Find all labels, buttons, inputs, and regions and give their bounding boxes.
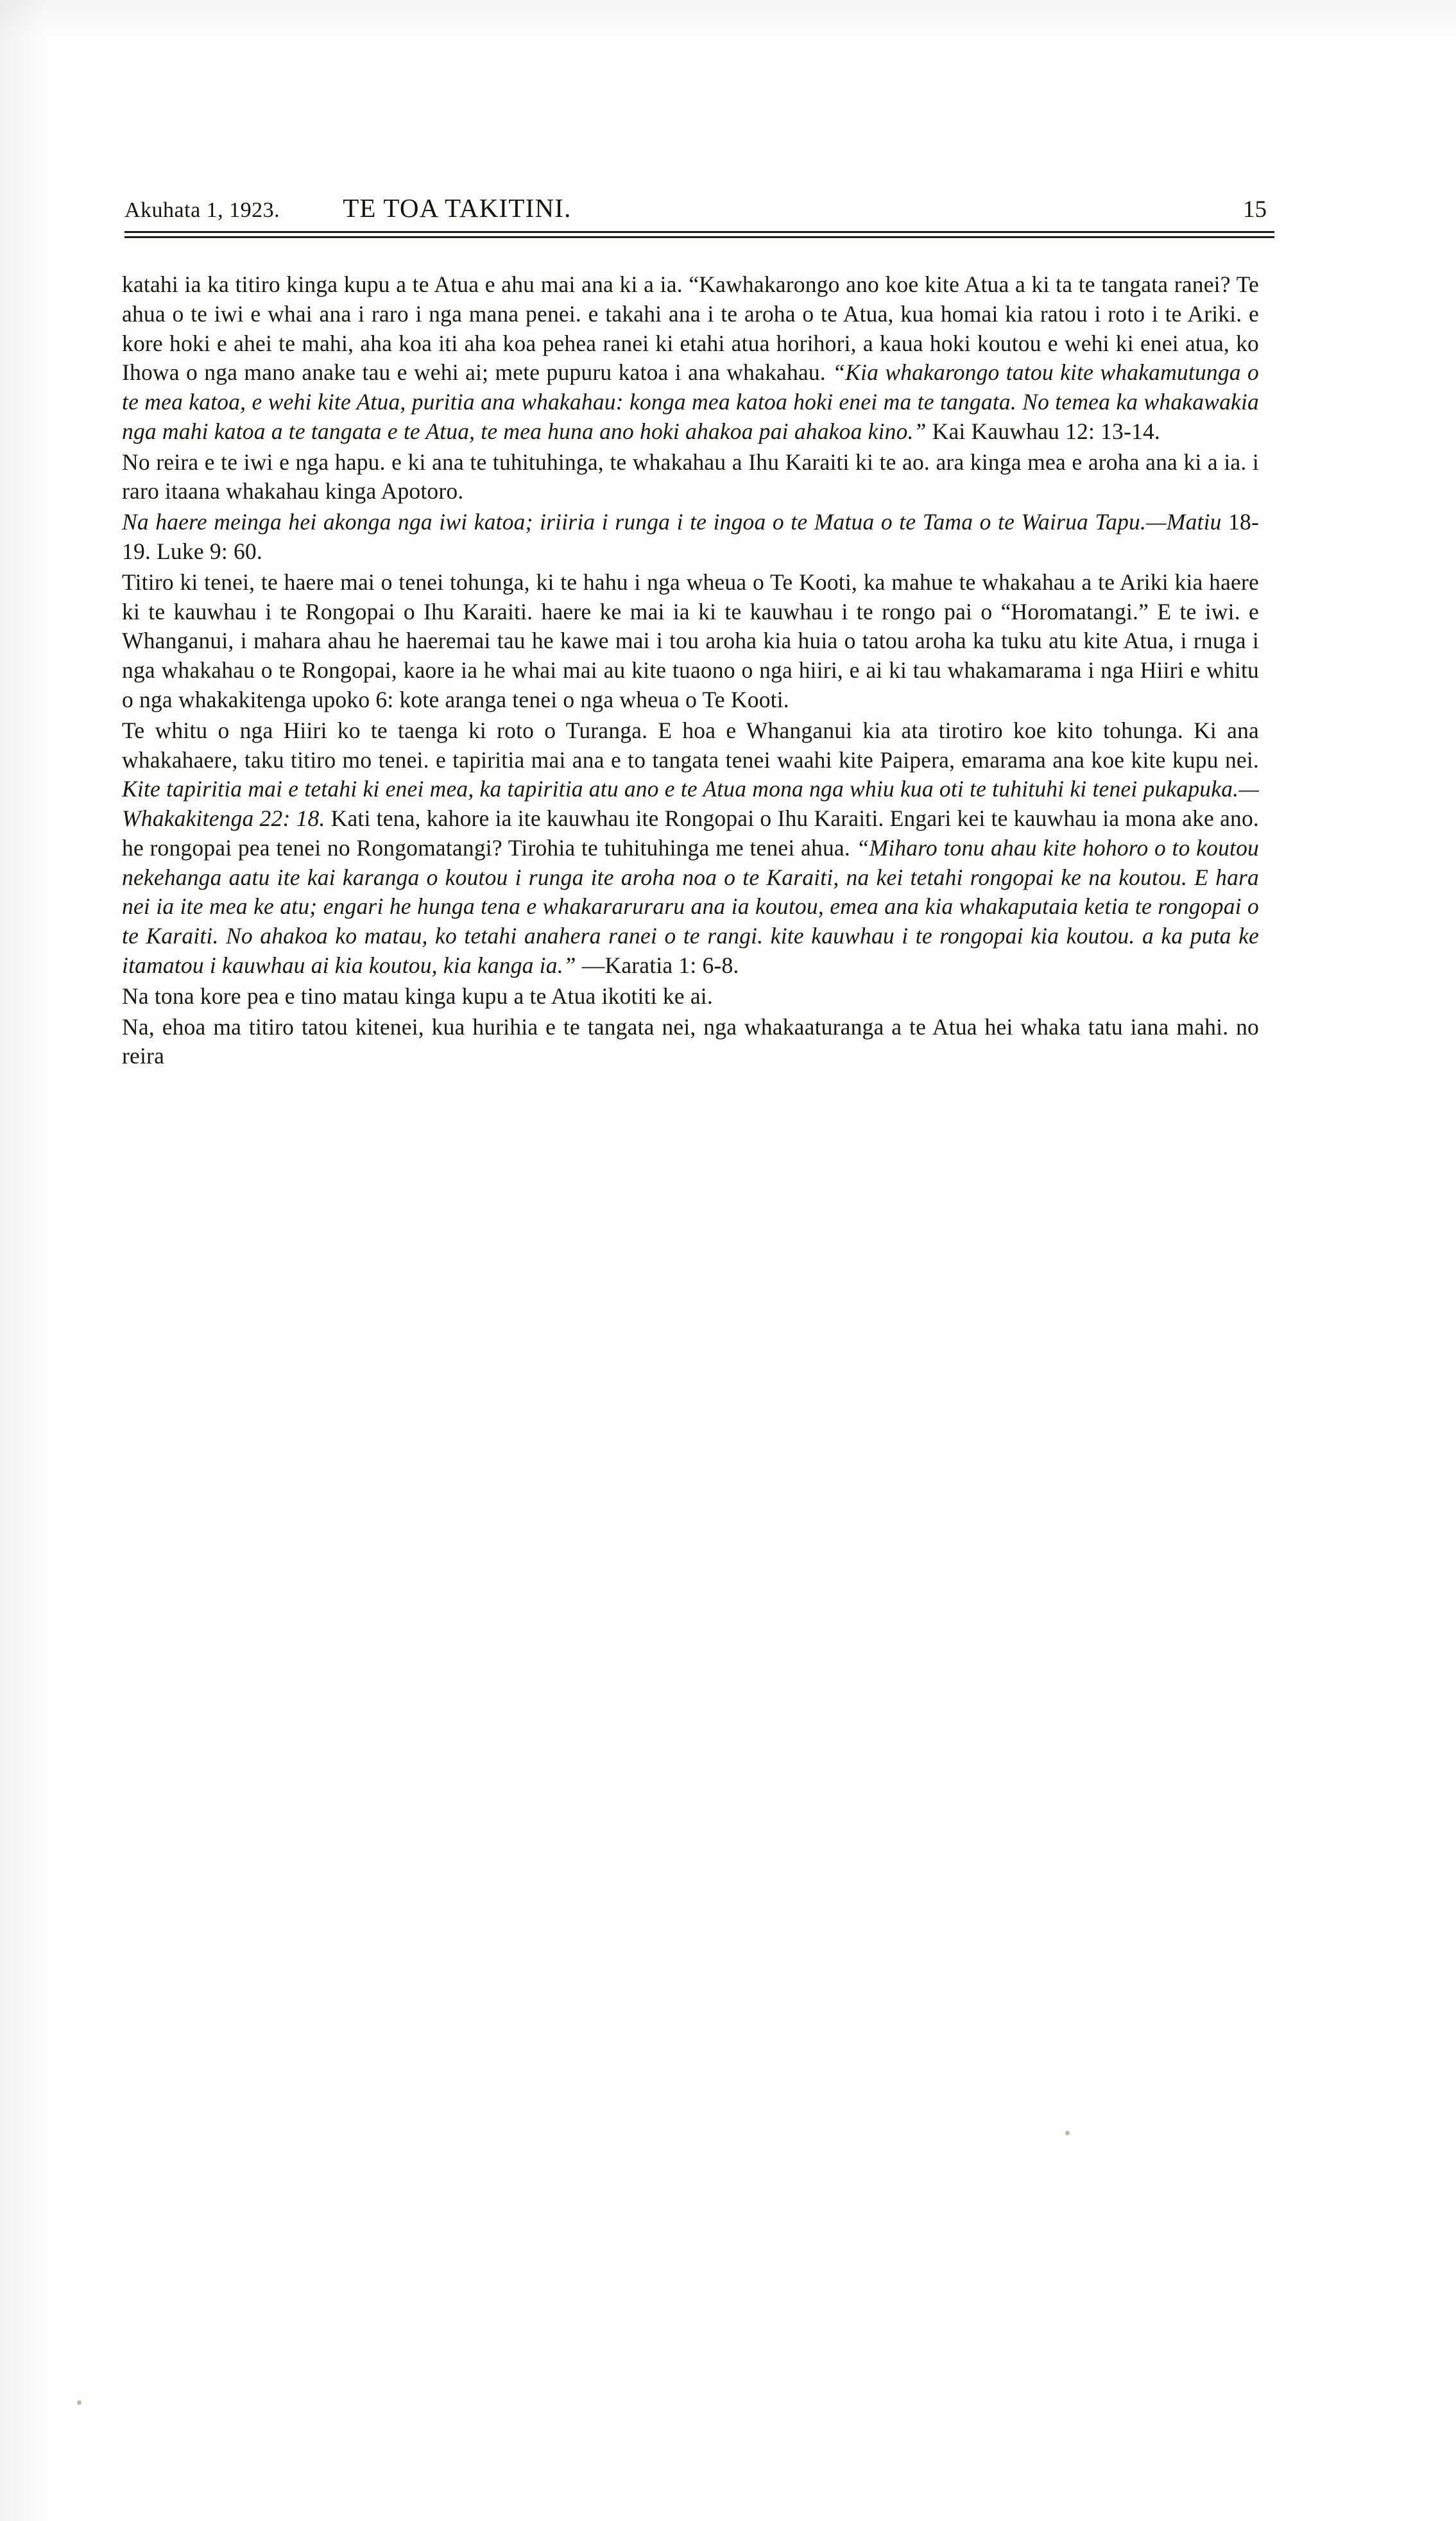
issue-date: Akuhata 1, 1923. (124, 198, 280, 222)
page-content (122, 193, 1283, 1072)
paragraph-text: katahi ia ka titiro kinga kupu a te Atua e ahu mai ana ki a ia. “Kawhakarongo ano koe kite Atua a ki ta te tangata ranei? Te ahua o te iwi e whai ana i raro i nga mana penei. e takahi ana i te aroha o te Atua, kua homai kia ratou i roto i te Ariki. e kore hoki e ahei te mahi, aha koa iti aha koa pehea ranei ki etahi atua horihori, a kaua hoki koutou e wehi ki enei atua, ko Ihowa o nga mano anake tau e wehi ai; mete pupuru katoa i ana whakahau. (122, 271, 1259, 386)
scripture-reference: —Karatia 1: 6-8. (581, 952, 739, 978)
paragraph-text: Titiro ki tenei, te haere mai o tenei tohunga, ki te hahu i nga wheua o Te Kooti, ka mahue te whakahau a te Ariki kia haere ki te kauwhau i te Rongopai o Ihu Karaiti. haere ke mai ia ki te kauwhau i te rongo pai o “Horomatangi.” E te iwi. e Whanganui, i mahara ahau he haeremai tau he kawe mai i tou aroha kia huia o tatou aroha ka tuku atu kite Atua, i rnuga i nga whakahau o te Rongopai, kaore ia he whai mai au kite tuaono o nga hiiri, e ai ki tau whakamarama i nga Hiiri e whitu o nga whakakitenga upoko 6: kote aranga tenei o nga wheua o Te Kooti. (122, 569, 1259, 712)
paragraph (122, 982, 1259, 1011)
paragraph-text: Na, ehoa ma titiro tatou kitenei, kua hurihia e te tangata nei, nga whakaaturanga a te Atua hei whaka tatu iana mahi. no reira (122, 1013, 1259, 1069)
paragraph (122, 568, 1259, 715)
scripture-reference: Kai Kauwhau 12: 13-14. (932, 418, 1161, 444)
header-rule (124, 231, 1274, 238)
page-number: 15 (1243, 196, 1267, 223)
page-top-shadow (0, 0, 1456, 39)
paragraph-text: No reira e te iwi e nga hapu. e ki ana te tuhituhinga, te whakahau a Ihu Karaiti ki te ao. ara kinga mea e aroha ana ki a ia. i raro itaana whakahau kinga Apotoro. (122, 449, 1259, 504)
paragraph-text: Na tona kore pea e tino matau kinga kupu a te Atua ikotiti ke ai. (122, 983, 713, 1009)
page-edge-shadow (0, 0, 45, 2521)
scripture-quote: “Kia whakarongo tatou kite whakamutunga o te mea katoa, e wehi kite Atua, puritia ana whakahau: konga mea katoa hoki enei ma te tangata. No temea ka whakawakia nga mahi katoa a te tangata e te Atua, te mea huna ano hoki ahakoa pai ahakoa kino.” (122, 359, 1259, 444)
paragraph (122, 1013, 1259, 1072)
running-head (124, 193, 1273, 238)
paragraph-text: Te whitu o nga Hiiri ko te taenga ki roto o Turanga. E hoa e Whanganui kia ata tirotiro koe kito tohunga. Ki ana whakahaere, taku titiro mo tenei. e tapiritia mai ana e to tangata tenei waahi kite Paipera, emarama ana koe kite kupu nei. (122, 717, 1259, 773)
scripture-reference: 18-19. Luke 9: 60. (122, 509, 1259, 565)
scan-speck (77, 2400, 81, 2405)
scan-speck (1065, 2131, 1070, 2135)
article-body (122, 270, 1259, 1071)
scripture-quote: Na haere meinga hei akonga nga iwi katoa; iriiria i runga i te ingoa o te Matua o te Tama o te Wairua Tapu.—Matiu (122, 509, 1222, 535)
scripture-quote: Kite tapiritia mai e tetahi ki enei mea, ka tapiritia atu ano e te Atua mona nga whiu kua oti te tuhituhi ki tenei pukapuka.—Whakakitenga 22: 18. (122, 776, 1259, 832)
paragraph (122, 448, 1259, 507)
paragraph (122, 508, 1259, 567)
paragraph-text: Kati tena, kahore ia ite kauwhau ite Rongopai o Ihu Karaiti. Engari kei te kauwhau ia mona ake ano. he rongopai pea tenei no Rongomatangi? Tirohia te tuhituhinga me tenei ahua. (122, 805, 1260, 861)
paragraph (122, 716, 1259, 981)
paragraph (122, 270, 1259, 447)
publication-title: TE TOA TAKITINI. (343, 193, 572, 223)
scripture-quote: “Miharo tonu ahau kite hohoro o to koutou nekehanga aatu ite kai karanga o koutou i runga ite aroha noa o te Karaiti, na kei tetahi rongopai ke na koutou. E hara nei ia ite mea ke atu; engari he hunga tena e whakararuraru ana ia koutou, emea ana kia whakaputaia ketia te rongopai o te Karaiti. No ahakoa ko matau, ko tetahi anahera ranei o te rangi. kite kauwhau i te rongopai kia koutou. a ka puta ke itamatou i kauwhau ai kia koutou, kia kanga ia.” (122, 834, 1259, 978)
